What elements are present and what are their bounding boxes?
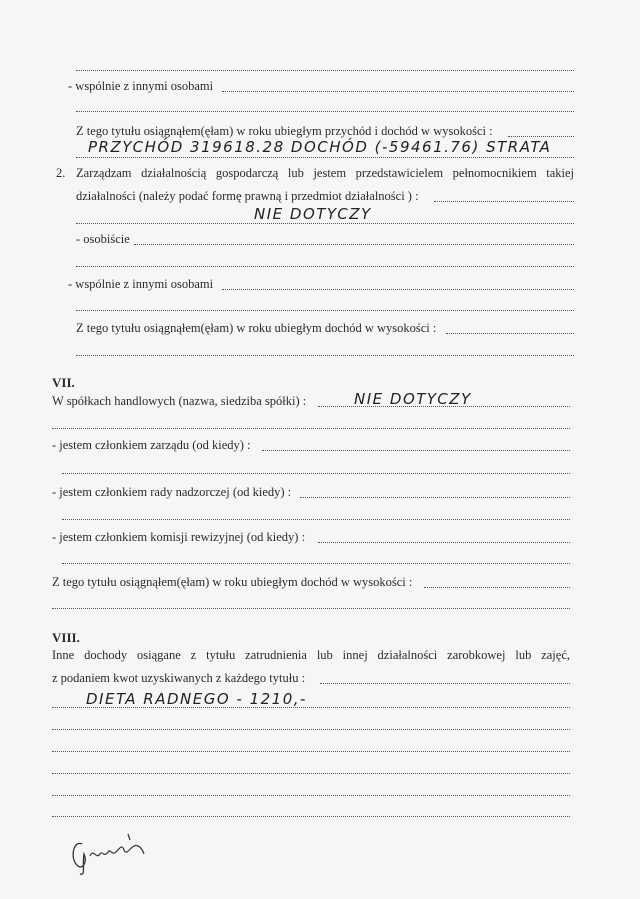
dotted-line bbox=[262, 450, 570, 451]
dotted-line bbox=[52, 795, 570, 796]
supervisory-label: - jestem członkiem rady nadzorczej (od kiedy) : bbox=[52, 485, 292, 499]
other-income-text-line2: z podaniem kwot uzyskiwanych z każdego tytułu : bbox=[52, 671, 306, 685]
dotted-line bbox=[52, 816, 570, 817]
dotted-line bbox=[76, 223, 574, 224]
dotted-line bbox=[62, 563, 570, 564]
dotted-line bbox=[76, 310, 574, 311]
dotted-line bbox=[134, 244, 574, 245]
dotted-line bbox=[62, 519, 570, 520]
dotted-line bbox=[76, 70, 574, 71]
dotted-line bbox=[52, 707, 570, 708]
audit-label: - jestem członkiem komisji rewizyjnej (od kiedy) : bbox=[52, 530, 306, 544]
item-number: 2. bbox=[56, 166, 66, 180]
item-2-text: Zarządzam działalnością gospodarczą lub jestem przedstawicielem pełnomocnikiem takiej bbox=[76, 166, 574, 180]
dotted-line bbox=[320, 683, 570, 684]
dotted-line bbox=[52, 608, 570, 609]
dotted-line bbox=[52, 773, 570, 774]
dotted-line bbox=[76, 157, 574, 158]
income-label: Z tego tytułu osiągnąłem(ęłam) w roku ubiegłym dochód w wysokości : bbox=[52, 575, 413, 589]
companies-label: W spółkach handlowych (nazwa, siedziba spółki) : bbox=[52, 394, 307, 408]
jointly-label: - wspólnie z innymi osobami bbox=[68, 277, 214, 291]
board-label: - jestem członkiem zarządu (od kiedy) : bbox=[52, 438, 251, 452]
item-2-text-line2: działalności (należy podać formę prawną i przedmiot działalności ) : bbox=[76, 189, 419, 203]
jointly-label: - wspólnie z innymi osobami bbox=[68, 79, 214, 93]
dotted-line bbox=[434, 201, 574, 202]
handwritten-not-applicable: NIE DOTYCZY bbox=[254, 205, 372, 223]
dotted-line bbox=[318, 542, 570, 543]
handwritten-signature bbox=[68, 826, 158, 876]
income-label: Z tego tytułu osiągnąłem(ęłam) w roku ubiegłym dochód w wysokości : bbox=[76, 321, 437, 335]
handwritten-income: PRZYCHÓD 319618.28 DOCHÓD (-59461.76) STRATA bbox=[88, 138, 552, 156]
dotted-line bbox=[52, 428, 570, 429]
dotted-line bbox=[76, 111, 574, 112]
section-viii-heading: VIII. bbox=[52, 630, 80, 645]
dotted-line bbox=[76, 266, 574, 267]
dotted-line bbox=[76, 355, 574, 356]
dotted-line bbox=[52, 751, 570, 752]
dotted-line bbox=[300, 497, 570, 498]
handwritten-not-applicable: NIE DOTYCZY bbox=[354, 390, 472, 408]
other-income-text: Inne dochody osiągane z tytułu zatrudnienia lub innej działalności zarobkowej lub zajęć, bbox=[52, 648, 570, 662]
dotted-line bbox=[508, 136, 574, 137]
dotted-line bbox=[446, 333, 574, 334]
section-vii-heading: VII. bbox=[52, 375, 75, 390]
handwritten-other-income: DIETA RADNEGO - 1210,- bbox=[86, 690, 307, 708]
dotted-line bbox=[424, 587, 570, 588]
dotted-line bbox=[222, 91, 574, 92]
dotted-line bbox=[52, 729, 570, 730]
personally-label: - osobiście bbox=[76, 232, 130, 246]
income-label: Z tego tytułu osiągnąłem(ęłam) w roku ubiegłym przychód i dochód w wysokości : bbox=[76, 124, 493, 138]
dotted-line bbox=[62, 473, 570, 474]
dotted-line bbox=[222, 289, 574, 290]
